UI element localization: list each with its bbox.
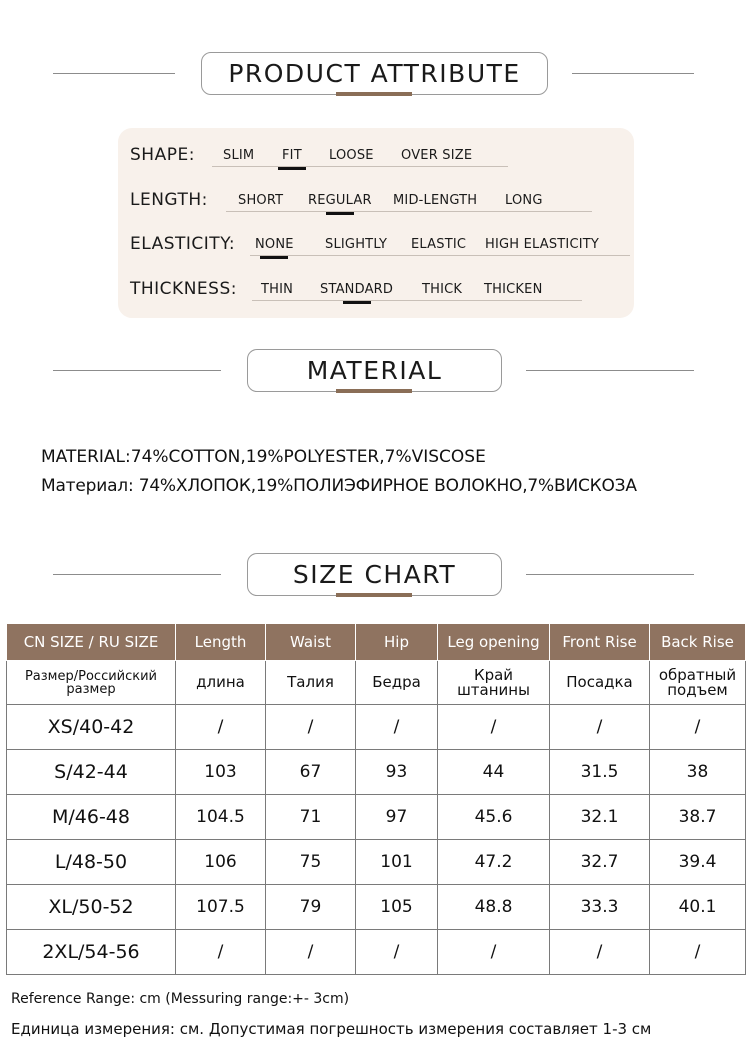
attribute-rule (226, 211, 592, 212)
size-ru-header-row (7, 661, 746, 705)
ru-header-cell: длина (176, 661, 266, 705)
attribute-title (201, 52, 548, 95)
value-cell: / (176, 705, 266, 750)
size-header-row (7, 624, 746, 661)
value-cell: 107.5 (176, 885, 266, 930)
attribute-option: OVER SIZE (401, 148, 473, 163)
value-cell: 45.6 (438, 795, 550, 840)
value-cell: 75 (266, 840, 356, 885)
header-cell: Leg opening (438, 624, 550, 661)
header-cell: Length (176, 624, 266, 661)
attribute-option: THIN (261, 282, 294, 297)
attribute-line-right (572, 73, 694, 74)
value-cell: 44 (438, 750, 550, 795)
table-row (7, 795, 746, 840)
attribute-option: THICK (422, 282, 463, 297)
reference-note-ru: Единица измерения: см. Допустимая погрешность измерения составляет 1-3 см (11, 1020, 652, 1038)
attribute-rule (212, 166, 508, 167)
value-cell: / (356, 930, 438, 975)
value-cell: / (438, 930, 550, 975)
size-cell: 2XL/54-56 (7, 930, 176, 975)
size-cell: L/48-50 (7, 840, 176, 885)
value-cell: / (438, 705, 550, 750)
value-cell: / (650, 930, 746, 975)
attribute-option: SHORT (238, 193, 284, 208)
attribute-title-text: PRODUCT ATTRIBUTE (228, 59, 521, 88)
value-cell: 40.1 (650, 885, 746, 930)
table-row (7, 705, 746, 750)
value-cell: / (266, 930, 356, 975)
material-en: MATERIAL:74%COTTON,19%POLYESTER,7%VISCOSE (41, 447, 486, 467)
ru-header-cell: Край штанины (438, 661, 550, 705)
value-cell: 39.4 (650, 840, 746, 885)
value-cell: / (176, 930, 266, 975)
value-cell: 47.2 (438, 840, 550, 885)
attribute-label: ELASTICITY: (130, 234, 236, 254)
value-cell: 105 (356, 885, 438, 930)
ru-header-cell: Талия (266, 661, 356, 705)
attribute-row-length (130, 182, 630, 212)
value-cell: / (356, 705, 438, 750)
attribute-option: THICKEN (484, 282, 543, 297)
attribute-option-selected: STANDARD (320, 282, 394, 297)
value-cell: 33.3 (550, 885, 650, 930)
attribute-rule (250, 255, 630, 256)
attribute-label: LENGTH: (130, 190, 208, 210)
size-title-underline (336, 593, 412, 597)
attribute-option-selected: FIT (282, 148, 302, 163)
value-cell: 48.8 (438, 885, 550, 930)
value-cell: 31.5 (550, 750, 650, 795)
size-table (6, 623, 746, 975)
material-title (247, 349, 502, 392)
value-cell: 93 (356, 750, 438, 795)
attribute-option: HIGH ELASTICITY (485, 237, 600, 252)
size-cell: XL/50-52 (7, 885, 176, 930)
attribute-row-elasticity (130, 226, 630, 256)
value-cell: 38.7 (650, 795, 746, 840)
attribute-row-shape (130, 137, 630, 167)
table-row (7, 885, 746, 930)
value-cell: 71 (266, 795, 356, 840)
value-cell: 38 (650, 750, 746, 795)
value-cell: / (266, 705, 356, 750)
material-line-right (526, 370, 694, 371)
attribute-title-underline (336, 92, 412, 96)
header-cell: Back Rise (650, 624, 746, 661)
value-cell: / (550, 930, 650, 975)
size-title-text: SIZE CHART (292, 560, 457, 589)
table-row (7, 930, 746, 975)
ru-header-cell: Посадка (550, 661, 650, 705)
table-row (7, 750, 746, 795)
material-title-text: MATERIAL (306, 356, 443, 385)
reference-note-en: Reference Range: cm (Messuring range:+- 3cm) (11, 991, 350, 1007)
value-cell: 79 (266, 885, 356, 930)
size-cell: S/42-44 (7, 750, 176, 795)
attribute-option: ELASTIC (411, 237, 467, 252)
attribute-line-left (53, 73, 175, 74)
ru-header-cell: обратный подъем (650, 661, 746, 705)
header-cell: Hip (356, 624, 438, 661)
attribute-option: LOOSE (329, 148, 374, 163)
size-line-right (526, 574, 694, 575)
material-title-underline (336, 389, 412, 393)
attribute-row-thickness (130, 271, 630, 301)
size-cell: XS/40-42 (7, 705, 176, 750)
header-cell: Front Rise (550, 624, 650, 661)
attribute-option-selected: NONE (255, 237, 294, 252)
value-cell: 32.1 (550, 795, 650, 840)
header-cell: Waist (266, 624, 356, 661)
value-cell: 32.7 (550, 840, 650, 885)
size-cell: M/46-48 (7, 795, 176, 840)
attribute-option: SLIGHTLY (325, 237, 388, 252)
header-cell: CN SIZE / RU SIZE (7, 624, 176, 661)
attribute-option-selected: REGULAR (308, 193, 372, 208)
ru-header-cell: Бедра (356, 661, 438, 705)
value-cell: 67 (266, 750, 356, 795)
attribute-label: THICKNESS: (130, 279, 237, 299)
attribute-card (118, 128, 634, 318)
value-cell: / (550, 705, 650, 750)
value-cell: 106 (176, 840, 266, 885)
table-row (7, 840, 746, 885)
material-line-left (53, 370, 221, 371)
material-ru: Материал: 74%ХЛОПОК,19%ПОЛИЭФИРНОЕ ВОЛОКНО,7%ВИСКОЗА (41, 476, 637, 496)
attribute-option: LONG (505, 193, 543, 208)
attribute-option: SLIM (223, 148, 255, 163)
value-cell: / (650, 705, 746, 750)
value-cell: 97 (356, 795, 438, 840)
attribute-rule (252, 300, 582, 301)
attribute-label: SHAPE: (130, 145, 195, 165)
ru-header-cell: Размер/Российский размер (7, 661, 176, 705)
attribute-option: MID-LENGTH (393, 193, 478, 208)
value-cell: 103 (176, 750, 266, 795)
size-title (247, 553, 502, 596)
size-line-left (53, 574, 221, 575)
value-cell: 104.5 (176, 795, 266, 840)
value-cell: 101 (356, 840, 438, 885)
